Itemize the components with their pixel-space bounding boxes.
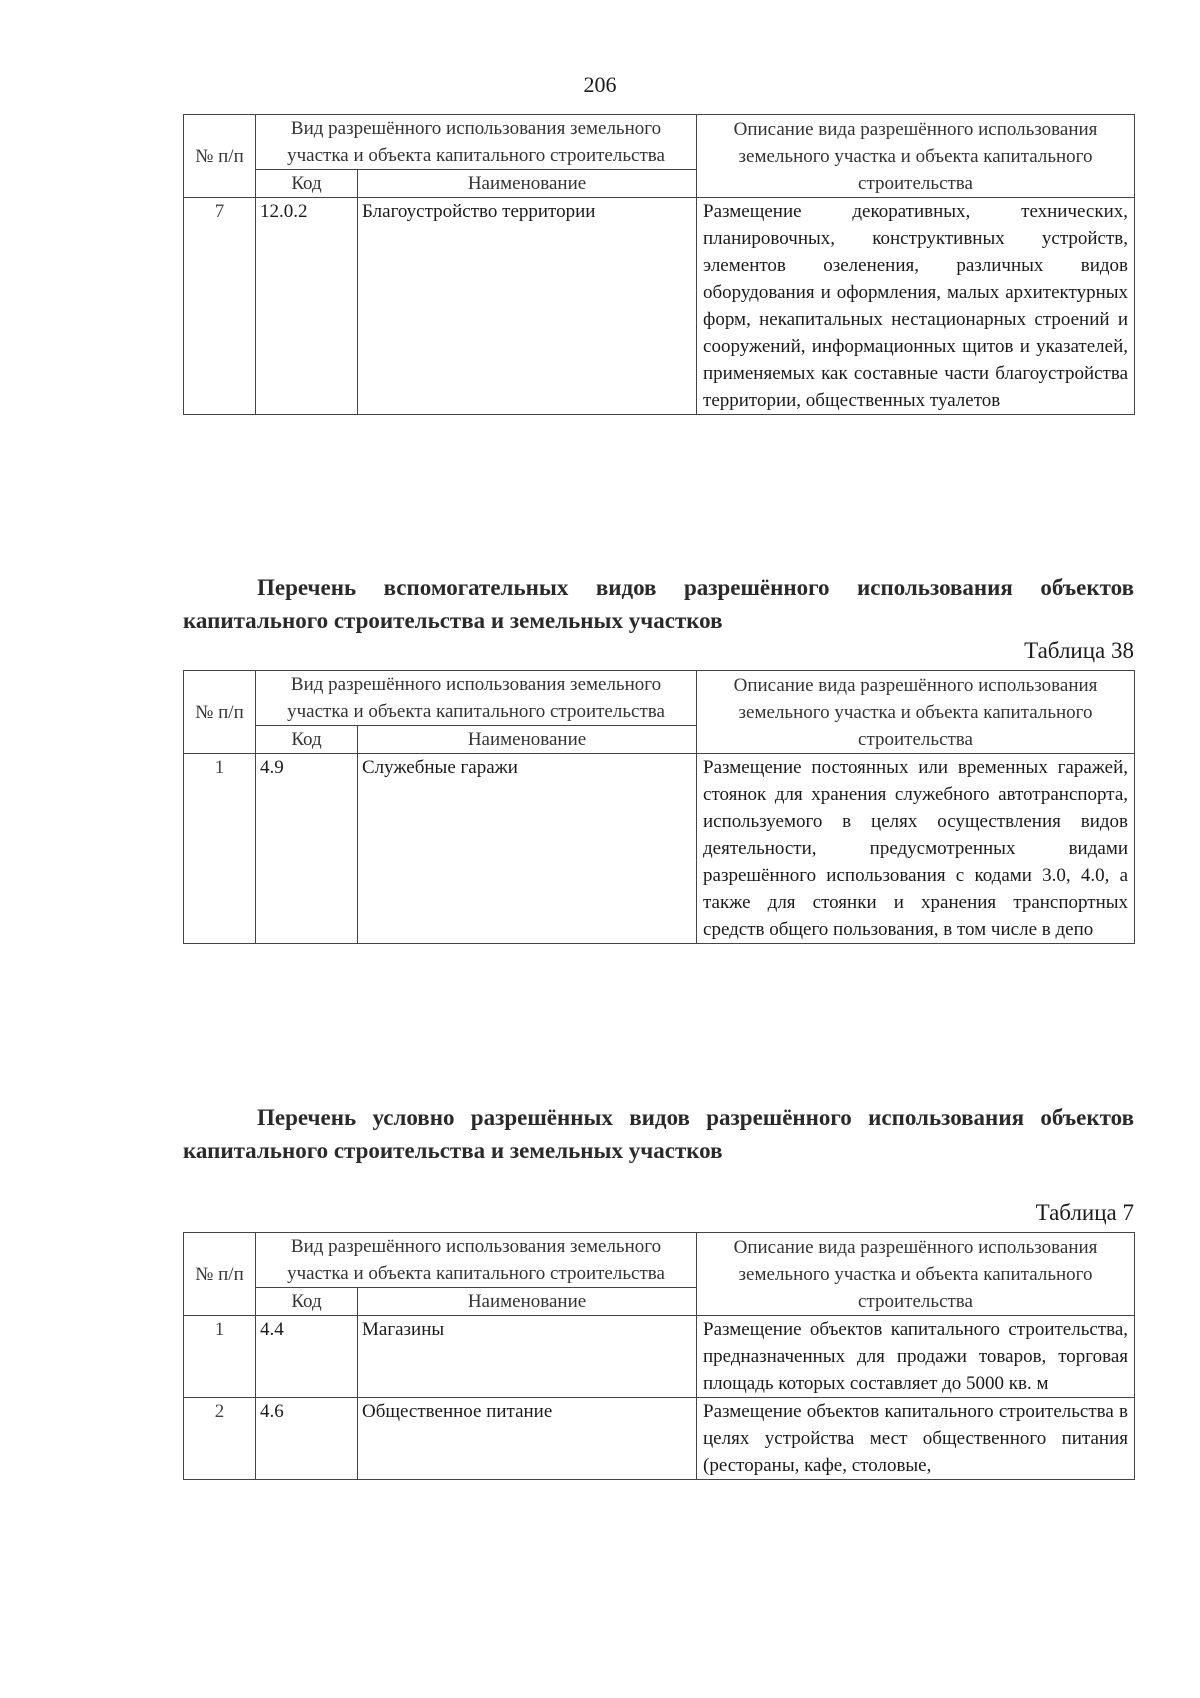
row-num: 2	[184, 1398, 256, 1480]
row-description: Размещение постоянных или временных гаражей, стоянок для хранения служебного автотранспорта, используемого в целях осуществления видов деятельности, предусмотренных видами разрешённого использования с кодами 3.0, 4.0, а также для стоянки и хранения транспортных средств общего пользования, в том числе в депо	[697, 754, 1135, 944]
row-name: Магазины	[358, 1316, 697, 1398]
header-code: Код	[256, 170, 358, 198]
header-code: Код	[256, 1288, 358, 1316]
table-header-row	[184, 671, 1135, 726]
row-name: Служебные гаражи	[358, 754, 697, 944]
table-row	[184, 1316, 1135, 1398]
row-code: 12.0.2	[256, 198, 358, 415]
header-num: № п/п	[184, 115, 256, 198]
table-38	[183, 670, 1135, 944]
row-code: 4.4	[256, 1316, 358, 1398]
table-header-row	[184, 115, 1135, 170]
row-code: 4.6	[256, 1398, 358, 1480]
section-heading-aux: Перечень вспомогательных видов разрешённого использования объектов капитального строительства и земельных участков	[183, 575, 1134, 633]
table-row	[184, 754, 1135, 944]
row-name: Благоустройство территории	[358, 198, 697, 415]
header-group: Вид разрешённого использования земельного участка и объекта капитального строительства	[256, 1233, 697, 1288]
header-description: Описание вида разрешённого использования земельного участка и объекта капитального строительства	[697, 671, 1135, 754]
table-continued	[183, 114, 1135, 415]
table-7	[183, 1232, 1135, 1480]
header-name: Наименование	[358, 726, 697, 754]
header-num: № п/п	[184, 1233, 256, 1316]
table-caption-7: Таблица 7	[1035, 1200, 1134, 1225]
row-num: 7	[184, 198, 256, 415]
row-description: Размещение объектов капитального строительства в целях устройства мест общественного питания (рестораны, кафе, столовые,	[697, 1398, 1135, 1480]
section-heading-conditional: Перечень условно разрешённых видов разрешённого использования объектов капитального строительства и земельных участков	[183, 1105, 1134, 1163]
row-name: Общественное питание	[358, 1398, 697, 1480]
header-code: Код	[256, 726, 358, 754]
table-caption-38: Таблица 38	[1024, 638, 1134, 663]
header-num: № п/п	[184, 671, 256, 754]
header-description: Описание вида разрешённого использования земельного участка и объекта капитального строительства	[697, 1233, 1135, 1316]
row-code: 4.9	[256, 754, 358, 944]
row-num: 1	[184, 1316, 256, 1398]
header-group: Вид разрешённого использования земельного участка и объекта капитального строительства	[256, 115, 697, 170]
table-row	[184, 1398, 1135, 1480]
header-group: Вид разрешённого использования земельного участка и объекта капитального строительства	[256, 671, 697, 726]
header-name: Наименование	[358, 1288, 697, 1316]
page-number: 206	[583, 72, 617, 97]
row-description: Размещение объектов капитального строительства, предназначенных для продажи товаров, торговая площадь которых составляет до 5000 кв. м	[697, 1316, 1135, 1398]
header-name: Наименование	[358, 170, 697, 198]
header-description: Описание вида разрешённого использования земельного участка и объекта капитального строительства	[697, 115, 1135, 198]
table-header-row	[184, 1233, 1135, 1288]
table-row	[184, 198, 1135, 415]
row-description: Размещение декоративных, технических, планировочных, конструктивных устройств, элементов озеленения, различных видов оборудования и оформления, малых архитектурных форм, некапитальных нестационарных строений и сооружений, информационных щитов и указателей, применяемых как составные части благоустройства территории, общественных туалетов	[697, 198, 1135, 415]
row-num: 1	[184, 754, 256, 944]
